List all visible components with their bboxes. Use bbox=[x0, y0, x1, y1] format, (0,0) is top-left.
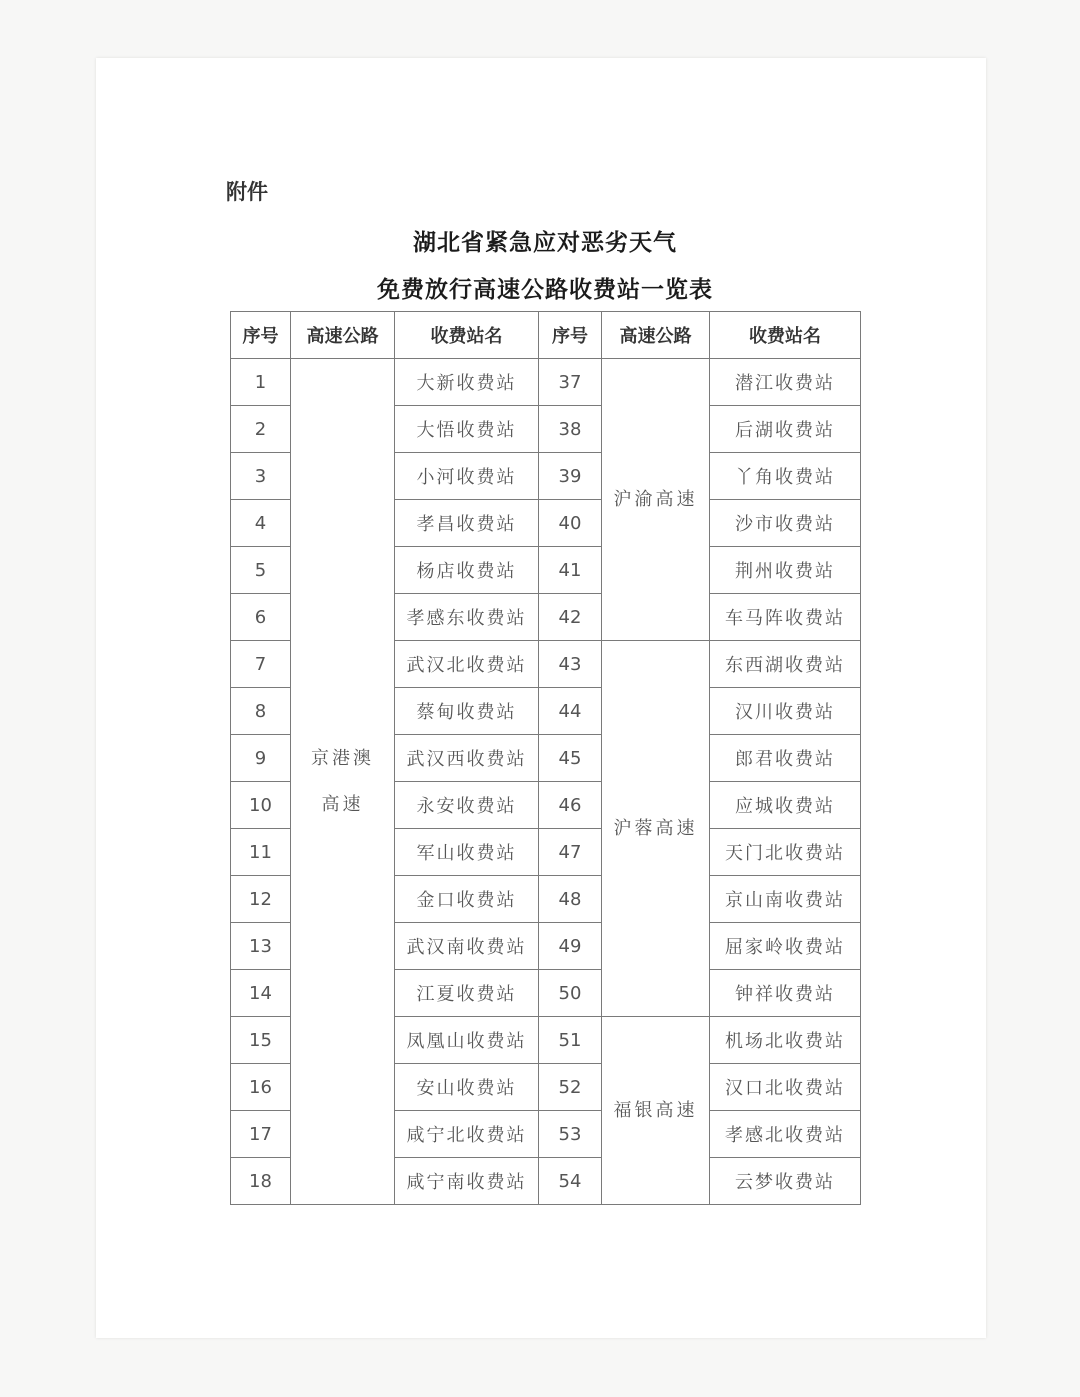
right-no: 42 bbox=[539, 594, 602, 641]
left-station: 安山收费站 bbox=[395, 1064, 539, 1111]
right-no: 39 bbox=[539, 453, 602, 500]
left-station: 孝昌收费站 bbox=[395, 500, 539, 547]
right-station: 郎君收费站 bbox=[710, 735, 861, 782]
table-header-row bbox=[231, 312, 861, 359]
left-no: 11 bbox=[231, 829, 291, 876]
right-station: 沙市收费站 bbox=[710, 500, 861, 547]
left-no: 17 bbox=[231, 1111, 291, 1158]
right-station: 汉口北收费站 bbox=[710, 1064, 861, 1111]
left-highway-cell: 京港澳高速 bbox=[291, 359, 395, 1205]
right-station: 汉川收费站 bbox=[710, 688, 861, 735]
right-no: 44 bbox=[539, 688, 602, 735]
left-station: 江夏收费站 bbox=[395, 970, 539, 1017]
left-no: 12 bbox=[231, 876, 291, 923]
left-station: 咸宁南收费站 bbox=[395, 1158, 539, 1205]
left-no: 14 bbox=[231, 970, 291, 1017]
left-no: 1 bbox=[231, 359, 291, 406]
left-station: 凤凰山收费站 bbox=[395, 1017, 539, 1064]
left-station: 武汉西收费站 bbox=[395, 735, 539, 782]
right-highway-cell: 沪蓉高速 bbox=[602, 641, 710, 1017]
right-no: 52 bbox=[539, 1064, 602, 1111]
header-right-no: 序号 bbox=[539, 312, 602, 359]
left-no: 7 bbox=[231, 641, 291, 688]
left-no: 15 bbox=[231, 1017, 291, 1064]
left-no: 3 bbox=[231, 453, 291, 500]
left-no: 9 bbox=[231, 735, 291, 782]
left-station: 金口收费站 bbox=[395, 876, 539, 923]
right-station: 京山南收费站 bbox=[710, 876, 861, 923]
right-highway-cell: 沪渝高速 bbox=[602, 359, 710, 641]
document-title-line-2: 免费放行高速公路收费站一览表 bbox=[377, 276, 713, 303]
left-station: 大新收费站 bbox=[395, 359, 539, 406]
left-no: 4 bbox=[231, 500, 291, 547]
left-station: 大悟收费站 bbox=[395, 406, 539, 453]
right-station: 后湖收费站 bbox=[710, 406, 861, 453]
right-no: 49 bbox=[539, 923, 602, 970]
right-no: 43 bbox=[539, 641, 602, 688]
header-right-highway: 高速公路 bbox=[602, 312, 710, 359]
right-no: 54 bbox=[539, 1158, 602, 1205]
right-highway-cell: 福银高速 bbox=[602, 1017, 710, 1205]
left-station: 孝感东收费站 bbox=[395, 594, 539, 641]
right-station: 机场北收费站 bbox=[710, 1017, 861, 1064]
right-no: 38 bbox=[539, 406, 602, 453]
left-no: 2 bbox=[231, 406, 291, 453]
table-row bbox=[231, 359, 861, 406]
left-station: 武汉南收费站 bbox=[395, 923, 539, 970]
right-no: 37 bbox=[539, 359, 602, 406]
right-no: 46 bbox=[539, 782, 602, 829]
left-station: 小河收费站 bbox=[395, 453, 539, 500]
right-station: 孝感北收费站 bbox=[710, 1111, 861, 1158]
header-left-highway: 高速公路 bbox=[291, 312, 395, 359]
left-no: 13 bbox=[231, 923, 291, 970]
right-no: 50 bbox=[539, 970, 602, 1017]
left-station: 咸宁北收费站 bbox=[395, 1111, 539, 1158]
left-no: 16 bbox=[231, 1064, 291, 1111]
left-station: 杨店收费站 bbox=[395, 547, 539, 594]
right-no: 47 bbox=[539, 829, 602, 876]
document-title-line-1: 湖北省紧急应对恶劣天气 bbox=[413, 229, 677, 256]
left-station: 蔡甸收费站 bbox=[395, 688, 539, 735]
right-station: 云梦收费站 bbox=[710, 1158, 861, 1205]
right-no: 40 bbox=[539, 500, 602, 547]
right-station: 潜江收费站 bbox=[710, 359, 861, 406]
right-station: 东西湖收费站 bbox=[710, 641, 861, 688]
left-station: 军山收费站 bbox=[395, 829, 539, 876]
right-station: 丫角收费站 bbox=[710, 453, 861, 500]
right-no: 41 bbox=[539, 547, 602, 594]
right-station: 车马阵收费站 bbox=[710, 594, 861, 641]
left-no: 18 bbox=[231, 1158, 291, 1205]
left-station: 永安收费站 bbox=[395, 782, 539, 829]
right-station: 应城收费站 bbox=[710, 782, 861, 829]
right-station: 天门北收费站 bbox=[710, 829, 861, 876]
header-right-station: 收费站名 bbox=[710, 312, 861, 359]
right-no: 53 bbox=[539, 1111, 602, 1158]
left-no: 10 bbox=[231, 782, 291, 829]
attachment-label: 附件 bbox=[226, 180, 268, 204]
right-no: 45 bbox=[539, 735, 602, 782]
right-no: 51 bbox=[539, 1017, 602, 1064]
left-no: 6 bbox=[231, 594, 291, 641]
left-station: 武汉北收费站 bbox=[395, 641, 539, 688]
toll-station-table bbox=[230, 311, 861, 1205]
right-no: 48 bbox=[539, 876, 602, 923]
right-station: 荆州收费站 bbox=[710, 547, 861, 594]
header-left-no: 序号 bbox=[231, 312, 291, 359]
left-no: 8 bbox=[231, 688, 291, 735]
right-station: 钟祥收费站 bbox=[710, 970, 861, 1017]
left-no: 5 bbox=[231, 547, 291, 594]
header-left-station: 收费站名 bbox=[395, 312, 539, 359]
right-station: 屈家岭收费站 bbox=[710, 923, 861, 970]
